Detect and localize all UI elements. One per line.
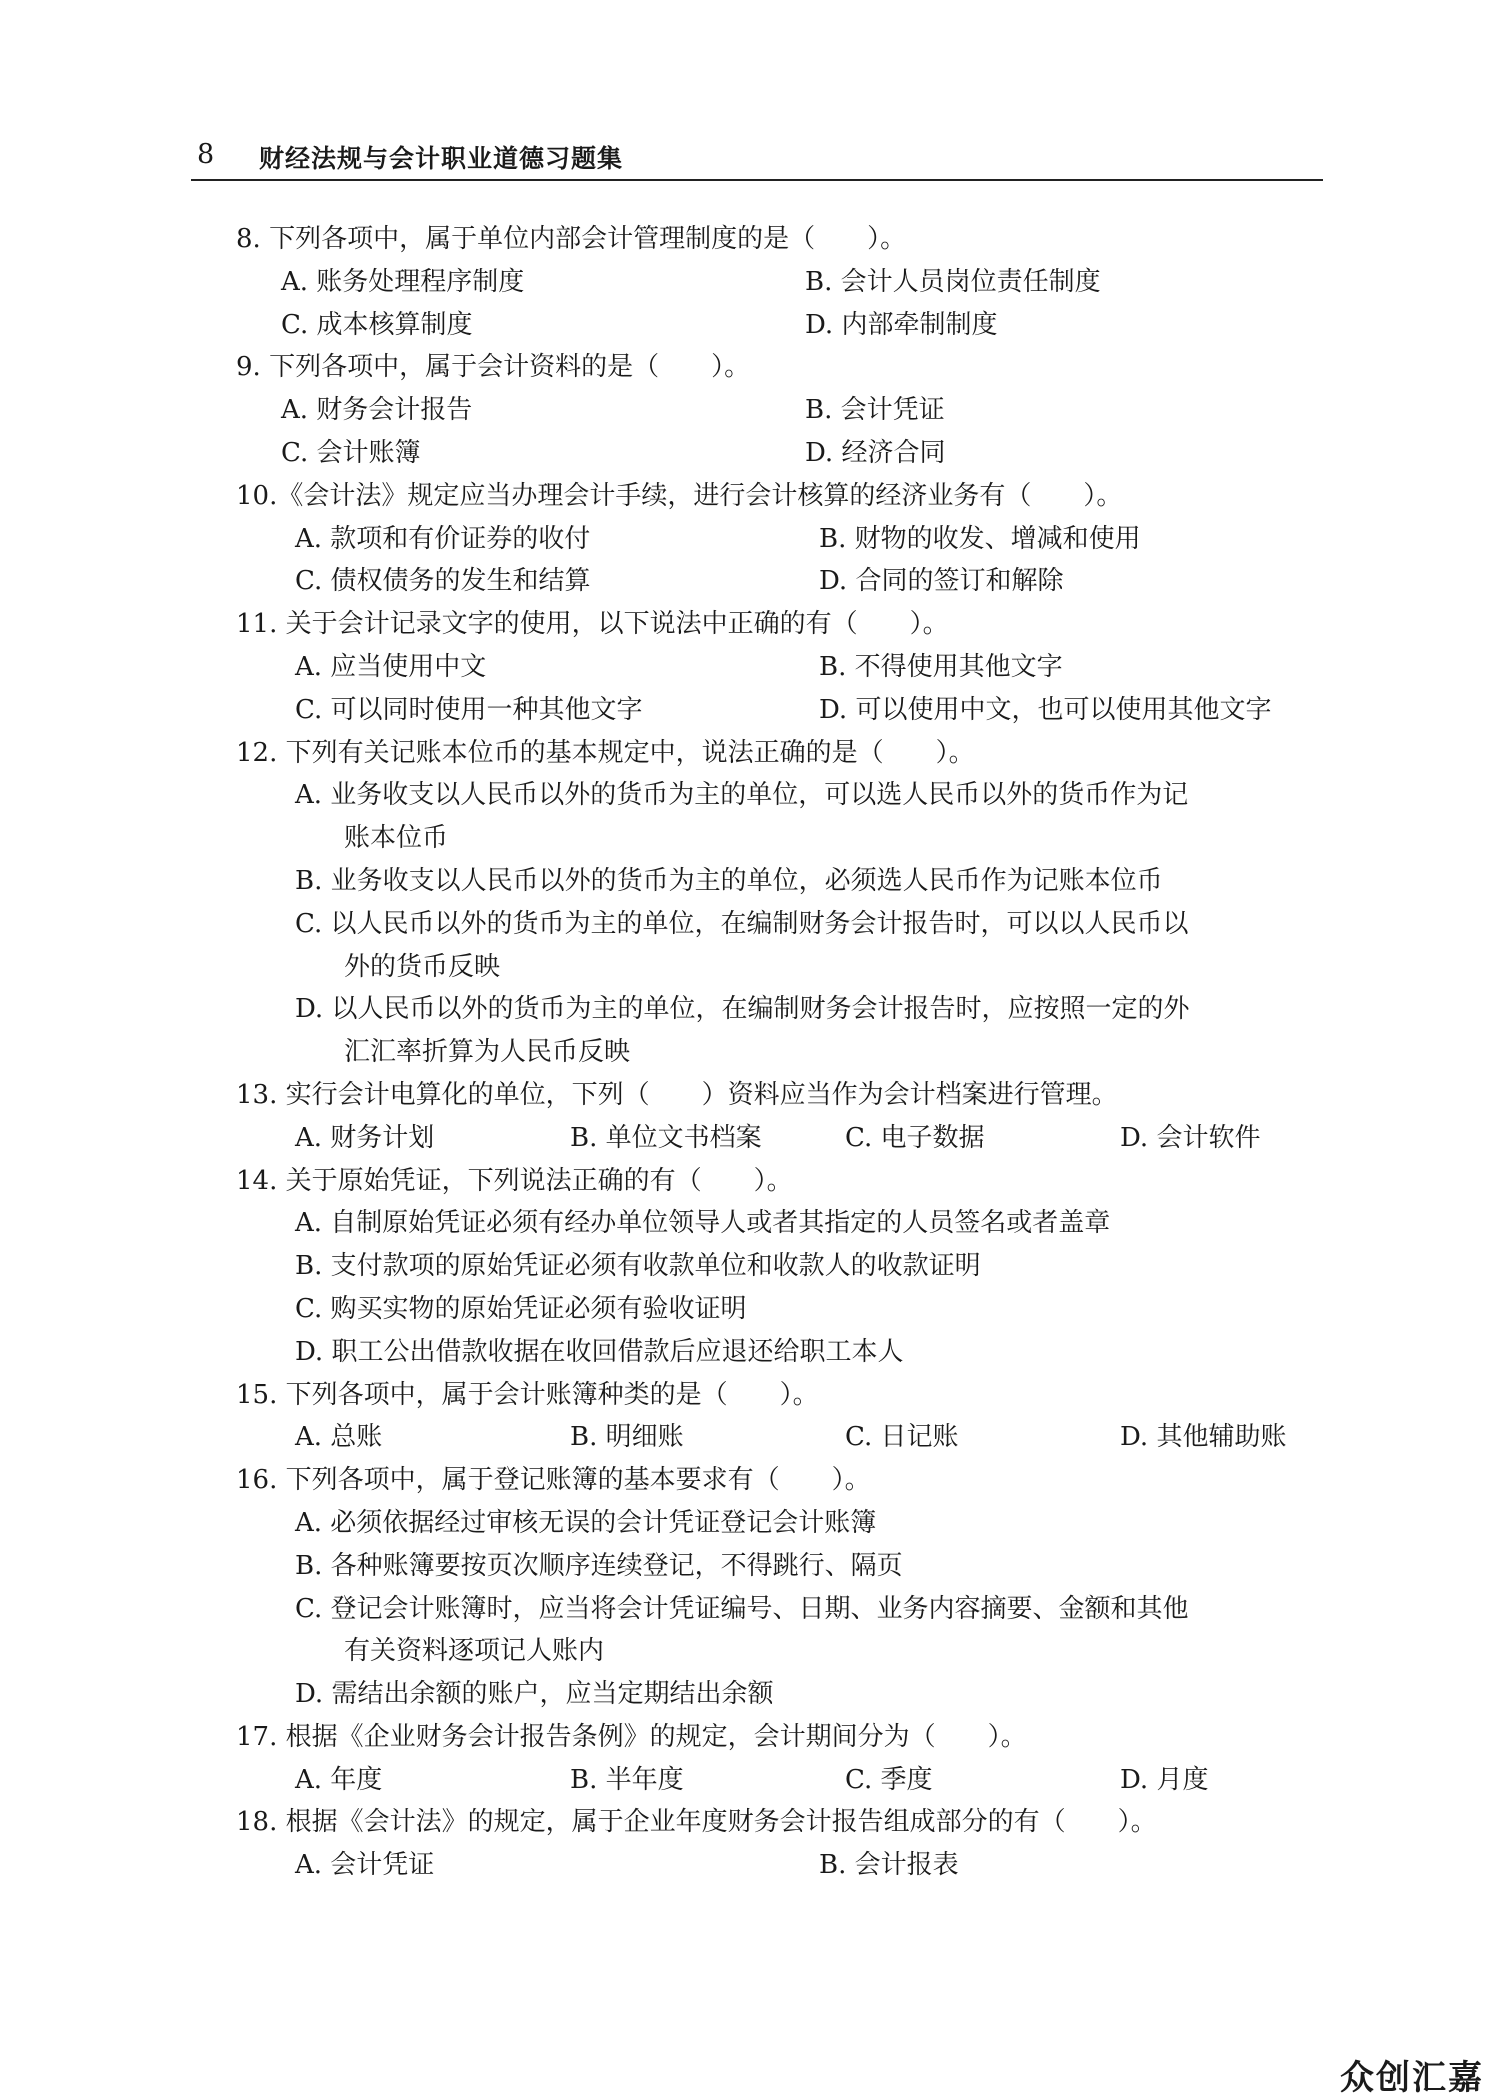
- question-13: [236, 1074, 1326, 1160]
- option-row: [236, 1759, 1326, 1802]
- watermark-logo: 众创汇嘉: [1340, 2058, 1484, 2098]
- option-b: B. 各种账簿要按页次顺序连续登记，不得跳行、隔页: [295, 1550, 903, 1581]
- option-d: D. 经济合同: [805, 437, 946, 468]
- question-list: [236, 218, 1326, 1887]
- option-b: B. 会计人员岗位责任制度: [805, 266, 1101, 297]
- option-c: C. 可以同时使用一种其他文字: [295, 694, 643, 725]
- option-c: C. 以人民币以外的货币为主的单位，在编制财务会计报告时，可以以人民币以: [295, 908, 1189, 939]
- question-stem: 14. 关于原始凭证，下列说法正确的有（ ）。: [236, 1165, 793, 1196]
- option-row: [236, 432, 1326, 475]
- option-d: D. 内部牵制制度: [805, 309, 998, 340]
- question-14: [236, 1160, 1326, 1374]
- option-a: A. 应当使用中文: [295, 651, 487, 682]
- option-d: D. 会计软件: [1120, 1122, 1261, 1153]
- option-a-continued: 账本位币: [344, 823, 449, 854]
- question-stem: 17. 根据《企业财务会计报告条例》的规定，会计期间分为（ ）。: [236, 1721, 1027, 1752]
- option-row: [236, 560, 1326, 603]
- option-row: [236, 389, 1326, 432]
- option-c: C. 债权债务的发生和结算: [295, 566, 591, 597]
- option-c-continued: 外的货币反映: [344, 951, 501, 982]
- question-8: [236, 218, 1326, 346]
- question-stem: 18. 根据《会计法》的规定，属于企业年度财务会计报告组成部分的有（ ）。: [236, 1807, 1157, 1838]
- option-d: D. 以人民币以外的货币为主的单位，在编制财务会计报告时，应按照一定的外: [295, 994, 1190, 1025]
- option-c: C. 购买实物的原始凭证必须有验收证明: [295, 1293, 747, 1324]
- question-stem: 12. 下列有关记账本位币的基本规定中，说法正确的是（ ）。: [236, 737, 975, 768]
- option-row: [236, 1416, 1326, 1459]
- question-16: [236, 1459, 1326, 1716]
- option-d: D. 合同的签订和解除: [819, 566, 1064, 597]
- page-header: [191, 137, 1323, 181]
- option-b: B. 支付款项的原始凭证必须有收款单位和收款人的收款证明: [295, 1251, 981, 1282]
- option-c: C. 季度: [845, 1764, 933, 1795]
- option-a: A. 业务收支以人民币以外的货币为主的单位，可以选人民币以外的货币作为记: [295, 780, 1189, 811]
- option-b: B. 财物的收发、增减和使用: [819, 523, 1141, 554]
- option-b: B. 单位文书档案: [570, 1122, 762, 1153]
- option-c: C. 登记会计账簿时，应当将会计凭证编号、日期、业务内容摘要、金额和其他: [295, 1593, 1189, 1624]
- option-d: D. 月度: [1120, 1764, 1209, 1795]
- option-c: C. 日记账: [845, 1422, 959, 1453]
- option-a: A. 总账: [295, 1422, 383, 1453]
- option-row: [236, 689, 1326, 732]
- option-c-continued: 有关资料逐项记人账内: [344, 1636, 605, 1667]
- option-row: [236, 304, 1326, 347]
- option-d: D. 职工公出借款收据在收回借款后应退还给职工本人: [295, 1336, 904, 1367]
- question-stem: 10.《会计法》规定应当办理会计手续，进行会计核算的经济业务有（ ）。: [236, 480, 1123, 511]
- question-stem: 11. 关于会计记录文字的使用，以下说法中正确的有（ ）。: [236, 609, 949, 640]
- option-a: A. 款项和有价证券的收付: [295, 523, 591, 554]
- option-d: D. 可以使用中文，也可以使用其他文字: [819, 694, 1272, 725]
- option-a: A. 会计凭证: [295, 1850, 435, 1881]
- option-row: [236, 518, 1326, 561]
- option-row: [236, 1844, 1326, 1887]
- question-18: [236, 1801, 1326, 1887]
- option-b: B. 不得使用其他文字: [819, 651, 1063, 682]
- option-b: B. 业务收支以人民币以外的货币为主的单位，必须选人民币作为记账本位币: [295, 865, 1163, 896]
- question-12: [236, 732, 1326, 1074]
- option-b: B. 会计凭证: [805, 395, 945, 426]
- option-c: C. 成本核算制度: [281, 309, 473, 340]
- option-d: D. 其他辅助账: [1120, 1422, 1287, 1453]
- option-c: C. 电子数据: [845, 1122, 985, 1153]
- option-b: B. 明细账: [570, 1422, 684, 1453]
- question-10: [236, 475, 1326, 603]
- question-stem: 15. 下列各项中，属于会计账簿种类的是（ ）。: [236, 1379, 819, 1410]
- question-stem: 13. 实行会计电算化的单位，下列（ ）资料应当作为会计档案进行管理。: [236, 1079, 1118, 1110]
- question-stem: 8. 下列各项中，属于单位内部会计管理制度的是（ ）。: [236, 224, 907, 254]
- question-11: [236, 603, 1326, 731]
- option-row: [236, 261, 1326, 304]
- option-a: A. 年度: [295, 1764, 383, 1795]
- question-15: [236, 1374, 1326, 1460]
- question-stem: 16. 下列各项中，属于登记账簿的基本要求有（ ）。: [236, 1465, 871, 1496]
- option-a: A. 账务处理程序制度: [281, 266, 525, 297]
- option-a: A. 财务计划: [295, 1122, 435, 1153]
- book-title: 财经法规与会计职业道德习题集: [259, 144, 624, 173]
- option-c: C. 会计账簿: [281, 437, 421, 468]
- option-d-continued: 汇汇率折算为人民币反映: [344, 1037, 631, 1068]
- option-row: [236, 1117, 1326, 1160]
- question-17: [236, 1716, 1326, 1802]
- option-a: A. 自制原始凭证必须有经办单位领导人或者其指定的人员签名或者盖章: [295, 1208, 1111, 1239]
- option-a: A. 财务会计报告: [281, 395, 473, 426]
- option-row: [236, 646, 1326, 689]
- page-number: 8: [197, 139, 215, 170]
- option-a: A. 必须依据经过审核无误的会计凭证登记会计账簿: [295, 1507, 877, 1538]
- option-b: B. 会计报表: [819, 1850, 959, 1881]
- option-b: B. 半年度: [570, 1764, 684, 1795]
- option-d: D. 需结出余额的账户，应当定期结出余额: [295, 1679, 774, 1710]
- question-stem: 9. 下列各项中，属于会计资料的是（ ）。: [236, 352, 751, 383]
- question-9: [236, 346, 1326, 474]
